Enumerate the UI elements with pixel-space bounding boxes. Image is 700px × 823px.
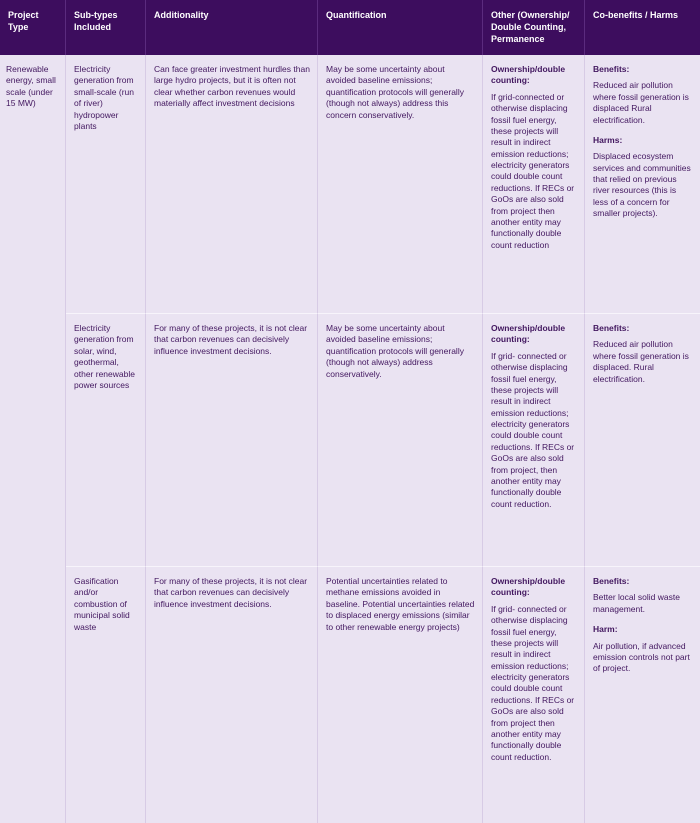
cell-other [483,566,585,823]
cell-quantification: Potential uncertainties related to methane emissions avoided in baseline. Potential uncertainties related to displaced energy emissions (similar to other renewable energy projects) [318,566,483,823]
harms-heading: Harms: [593,134,623,145]
other-text: If grid- connected or otherwise displacing fossil fuel energy, these projects will result in indirect emission reductions; electricity generators could double count reductions. If RECs or GoOs are also sold from project, then another entity may functionally double count reduction. [491,350,575,509]
cell-quantification: May be some uncertainty about avoided baseline emissions; quantification protocols will generally (though not always) address this concern conservatively. [318,55,483,313]
other-text: If grid- connected or otherwise displacing fossil fuel energy, these projects will result in indirect emission reductions; electricity generators could double count reductions. If RECs or GoOs are also sold from project then another entity may functionally double count reduction. [491,603,575,762]
cell-subtypes: Electricity generation from solar, wind, geothermal, other renewable power sources [66,313,146,566]
harms-heading: Harm: [593,624,618,635]
column-header-quantification: Quantification [318,0,483,55]
cell-additionality: For many of these projects, it is not clear that carbon revenues can decisively influence investment decisions. [146,313,318,566]
other-heading: Ownership/double counting: [491,576,566,598]
benefits-heading: Benefits: [593,576,630,586]
column-header-subtypes: Sub-types Included [66,0,146,55]
cell-subtypes: Gasification and/or combustion of municipal solid waste [66,566,146,823]
benefits-heading: Benefits: [593,64,630,74]
cell-other [483,55,585,313]
harms-text: Air pollution, if advanced emission controls not part of project. [593,640,690,674]
column-header-additionality: Additionality [146,0,318,55]
cell-other [483,313,585,566]
column-header-project-type: Project Type [0,0,66,55]
cell-project-type: Renewable energy, small scale (under 15 MW) [0,55,66,823]
benefits-heading: Benefits: [593,323,630,333]
benefits-text: Better local solid waste management. [593,592,680,614]
cell-cobenefits [585,55,700,313]
column-header-other: Other (Ownership/ Double Counting, Permanence [483,0,585,55]
cell-additionality: Can face greater investment hurdles than large hydro projects, but it is often not clear whether carbon revenues would materially affect investment decisions [146,55,318,313]
cell-cobenefits [585,566,700,823]
other-heading: Ownership/double counting: [491,323,566,345]
cell-subtypes: Electricity generation from small-scale (run of river) hydropower plants [66,55,146,313]
cell-cobenefits [585,313,700,566]
benefits-text: Reduced air pollution where fossil generation is displaced Rural electrification. [593,80,689,125]
harms-text: Displaced ecosystem services and communities that relied on previous river resources (this is less of a concern for smaller projects). [593,151,691,219]
other-text: If grid-connected or otherwise displacing fossil fuel energy, these projects will result in indirect emission reductions; electricity generators could double count reductions. If RECs or GoOs are also sold from project then another entity may functionally double count reduction [491,91,575,250]
other-heading: Ownership/double counting: [491,64,566,86]
cell-additionality: For many of these projects, it is not clear that carbon revenues can decisively influence investment decisions. [146,566,318,823]
column-header-cobenefits: Co-benefits / Harms [585,0,700,55]
cell-quantification: May be some uncertainty about avoided baseline emissions; quantification protocols will generally (though not always) address conservatively. [318,313,483,566]
benefits-text: Reduced air pollution where fossil generation is displaced. Rural electrification. [593,339,689,384]
